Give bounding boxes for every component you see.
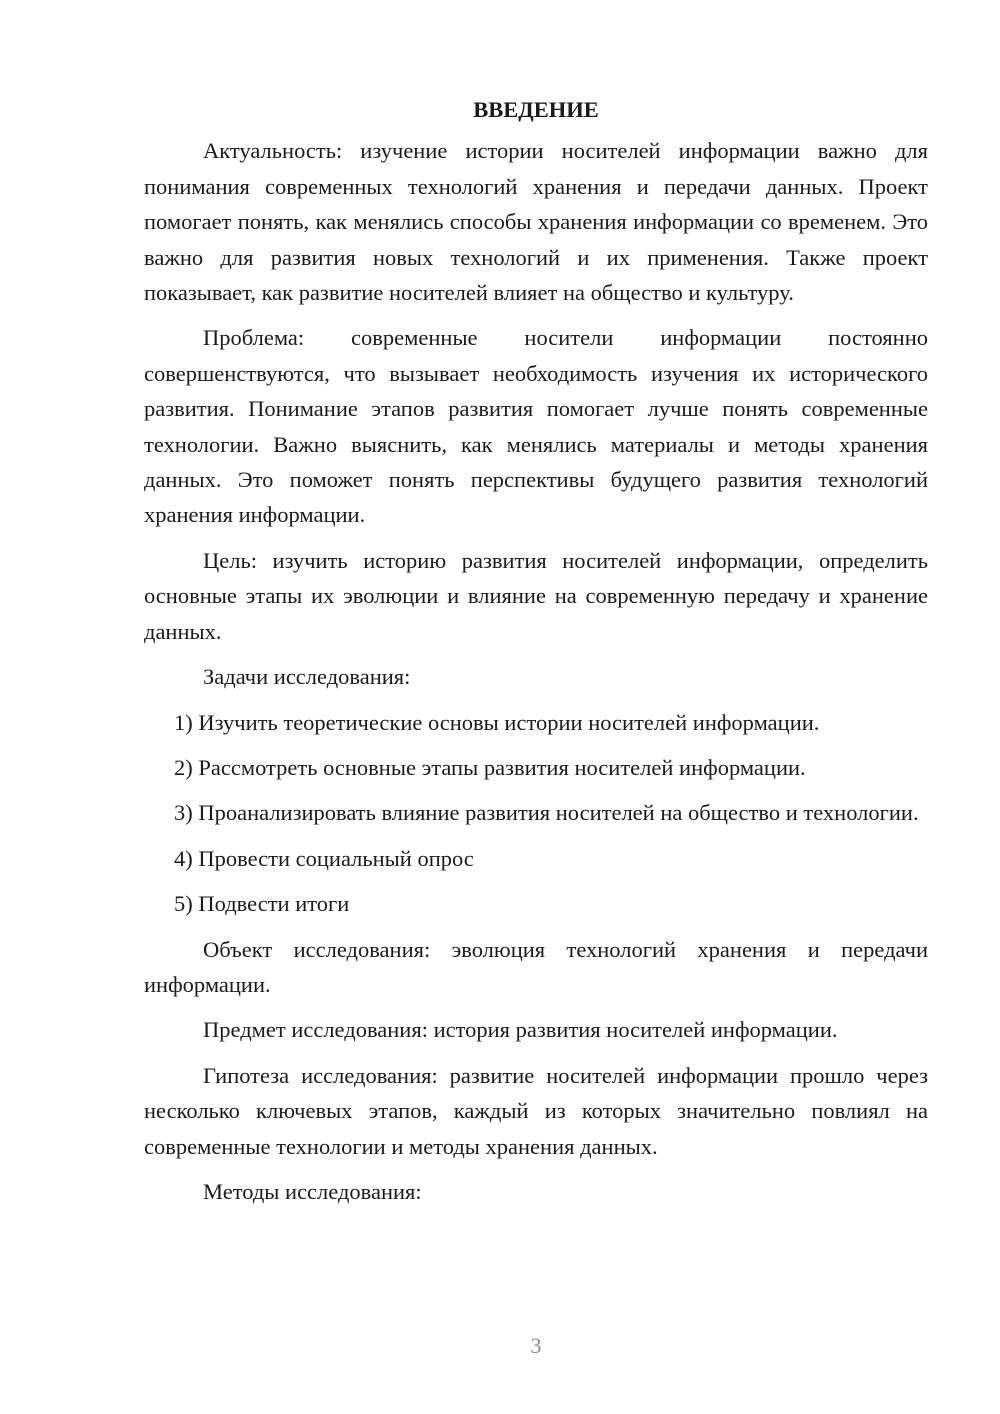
task-item-2: 2) Рассмотреть основные этапы развития носителей информации.	[174, 754, 806, 780]
page-content	[144, 92, 928, 1219]
object-paragraph: Объект исследования: эволюция технологий хранения и передачи информации.	[144, 936, 928, 997]
task-item-3: 3) Проанализировать влияние развития носителей на общество и технологии.	[174, 800, 919, 826]
page-number: 3	[530, 1333, 542, 1358]
hypothesis-paragraph: Гипотеза исследования: развитие носителей информации прошло через несколько ключевых этапов, каждый из которых значительно повлиял на современные технологии и методы хранения данных.	[144, 1062, 928, 1159]
section-heading: ВВЕДЕНИЕ	[473, 97, 599, 122]
task-item-5: 5) Подвести итоги	[174, 891, 350, 917]
relevance-paragraph: Актуальность: изучение истории носителей информации важно для понимания современных технологий хранения и передачи данных. Проект помогает понять, как менялись способы хранения информации со временем. Это важно для развития новых технологий и их применения. Также проект показывает, как развитие носителей влияет на общество и культуру.	[144, 138, 928, 306]
goal-paragraph: Цель: изучить историю развития носителей информации, определить основные этапы их эволюции и влияние на современную передачу и хранение данных.	[144, 547, 928, 644]
methods-heading: Методы исследования:	[203, 1178, 422, 1204]
problem-paragraph: Проблема: современные носители информации постоянно совершенствуются, что вызывает необходимость изучения их исторического развития. Понимание этапов развития помогает лучше понять современные технологии. Важно выяснить, как менялись материалы и методы хранения данных. Это поможет понять перспективы будущего развития технологий хранения информации.	[144, 325, 928, 528]
task-item-4: 4) Провести социальный опрос	[174, 845, 474, 871]
tasks-heading: Задачи исследования:	[203, 664, 411, 690]
subject-paragraph: Предмет исследования: история развития носителей информации.	[203, 1017, 838, 1043]
task-item-1: 1) Изучить теоретические основы истории носителей информации.	[174, 709, 820, 735]
